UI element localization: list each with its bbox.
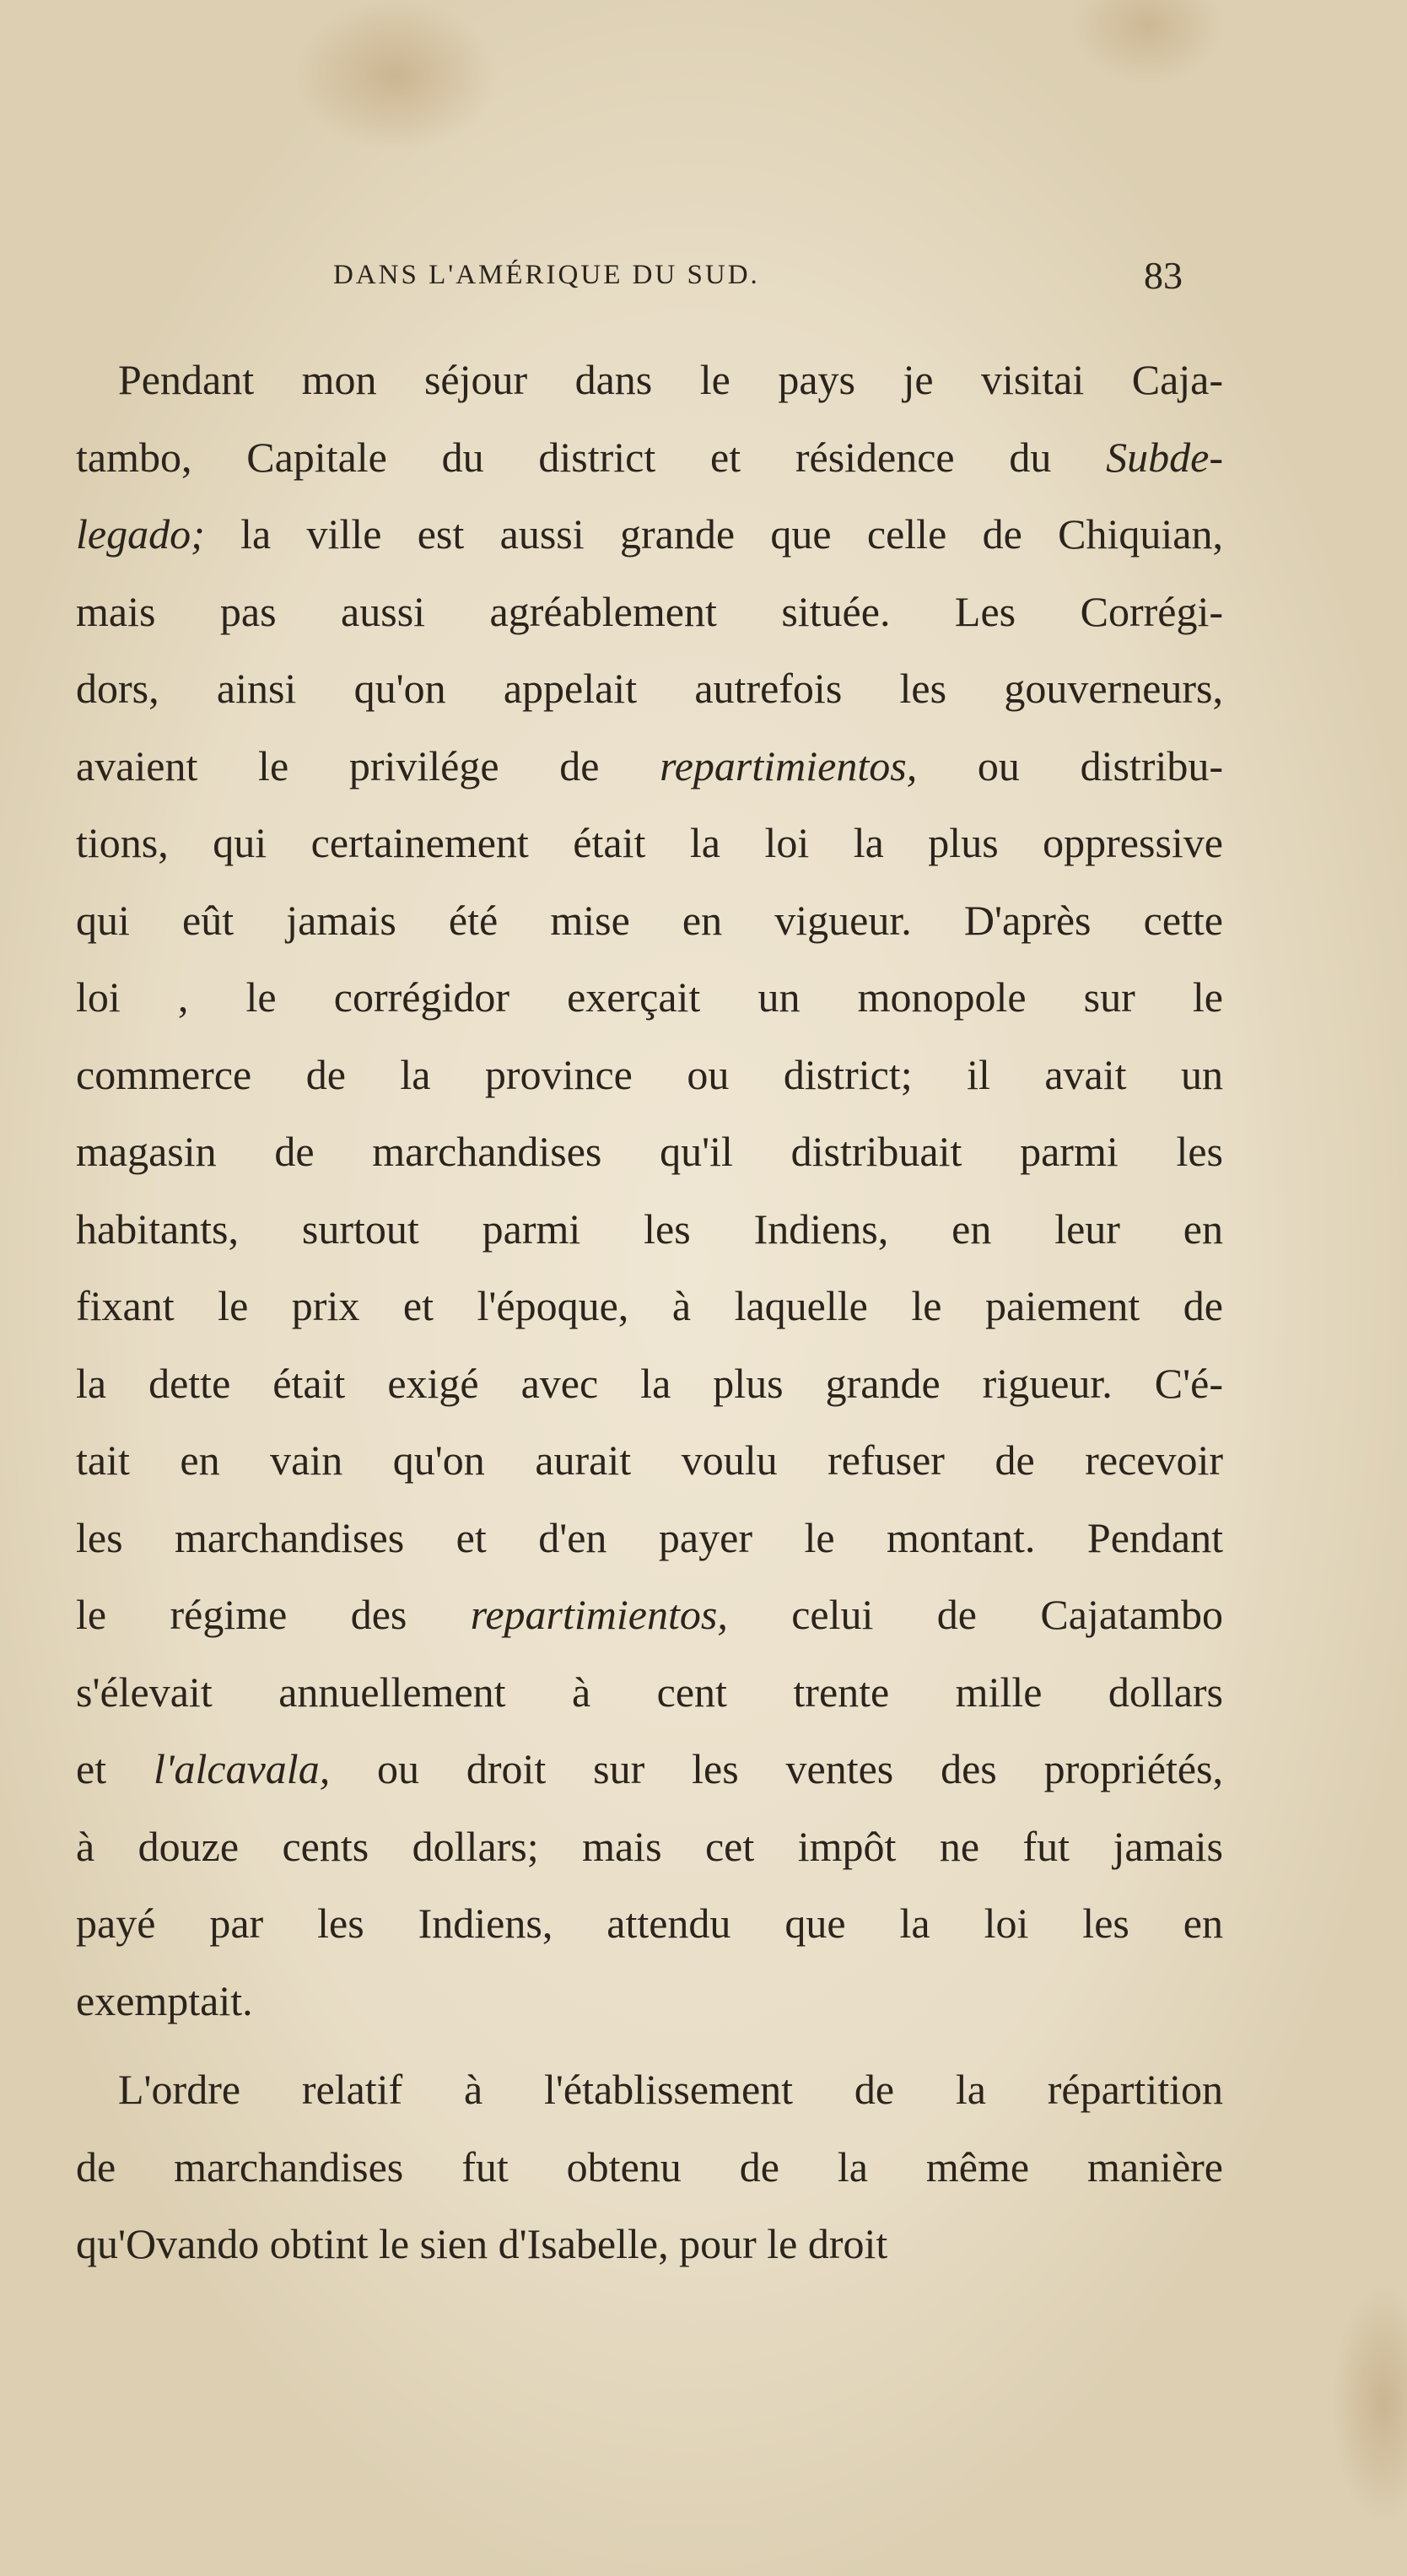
text-line	[76, 1808, 1223, 1886]
text-run: et	[76, 1745, 154, 1792]
text-run: s'élevait annuellement à cent trente mille dollars	[76, 1668, 1223, 1716]
text-run: loi , le corrégidor exerçait un monopole sur le	[76, 973, 1223, 1021]
text-run: payé par les Indiens, attendu que la loi les en	[76, 1900, 1223, 1947]
text-run: à douze cents dollars; mais cet impôt ne fut jamais	[76, 1822, 1223, 1870]
text-run: ou droit sur les ventes des propriétés,	[330, 1745, 1223, 1792]
text-line	[76, 2051, 1223, 2129]
text-line	[76, 419, 1223, 497]
text-run: magasin de marchandises qu'il distribuait parmi les	[76, 1128, 1223, 1175]
text-run: qu'Ovando obtint le sien d'Isabelle, pour le droit	[76, 2220, 888, 2267]
paragraph-gap	[76, 2040, 1223, 2051]
text-line	[76, 1500, 1223, 1577]
text-run: tions, qui certainement était la loi la plus oppressive	[76, 819, 1223, 866]
text-line	[76, 882, 1223, 960]
text-line	[76, 1731, 1223, 1808]
text-line	[76, 1654, 1223, 1732]
italic-text: repartimientos,	[660, 741, 918, 790]
text-run: habitants, surtout parmi les Indiens, en leur en	[76, 1204, 1223, 1253]
text-run: le régime des	[76, 1591, 471, 1638]
text-line	[76, 574, 1223, 651]
text-run: qui eût jamais été mise en vigueur. D'après cette	[76, 896, 1223, 944]
text-run: ou distribu-	[917, 741, 1223, 790]
text-line	[76, 1191, 1223, 1269]
text-line	[76, 1113, 1223, 1191]
text-run: exemptait.	[76, 1976, 253, 2024]
text-run: les marchandises et d'en payer le montant. Pendant	[76, 1513, 1223, 1561]
text-line	[76, 1885, 1223, 1963]
text-run: la dette était exigé avec la plus grande rigueur. C'é-	[76, 1359, 1223, 1407]
text-line	[76, 1268, 1223, 1345]
running-title: DANS L'AMÉRIQUE DU SUD.	[333, 260, 760, 290]
text-line	[76, 1963, 1223, 2040]
text-line	[76, 342, 1223, 419]
text-line	[76, 1037, 1223, 1114]
text-run: de marchandises fut obtenu de la même manière	[76, 2142, 1223, 2191]
text-line	[76, 1422, 1223, 1500]
body-text	[76, 342, 1223, 2283]
text-run: celui de Cajatambo	[727, 1591, 1223, 1638]
text-line	[76, 2129, 1223, 2207]
text-run: la ville est aussi grande que celle de Chiquian,	[204, 510, 1223, 558]
text-run: Pendant mon séjour dans le pays je visitai Caja-	[118, 356, 1223, 403]
text-run: commerce de la province ou district; il avait un	[76, 1050, 1223, 1098]
text-line	[76, 728, 1223, 806]
text-line	[76, 2206, 1223, 2283]
text-line	[76, 650, 1223, 728]
text-line	[76, 805, 1223, 882]
text-run: tait en vain qu'on aurait voulu refuser de recevoir	[76, 1436, 1223, 1484]
text-run: dors, ainsi qu'on appelait autrefois les gouverneurs,	[76, 665, 1223, 712]
text-line	[76, 959, 1223, 1037]
text-run: avaient le privilége de	[76, 741, 660, 790]
italic-text: repartimientos,	[470, 1591, 728, 1638]
text-run: fixant le prix et l'époque, à laquelle le paiement de	[76, 1282, 1223, 1329]
text-run: L'ordre relatif à l'établissement de la répartition	[118, 2066, 1223, 2113]
italic-text: l'alcavala,	[153, 1745, 331, 1792]
text-line	[76, 496, 1223, 574]
italic-text: Subde-	[1106, 433, 1223, 481]
text-line	[76, 1576, 1223, 1654]
running-head	[76, 253, 1206, 304]
page-number: 83	[1144, 254, 1183, 297]
text-run: mais pas aussi agréablement située. Les Corrégi-	[76, 587, 1223, 635]
italic-text: legado;	[76, 510, 205, 558]
text-run: tambo, Capitale du district et résidence du	[76, 433, 1107, 481]
text-line	[76, 1345, 1223, 1423]
